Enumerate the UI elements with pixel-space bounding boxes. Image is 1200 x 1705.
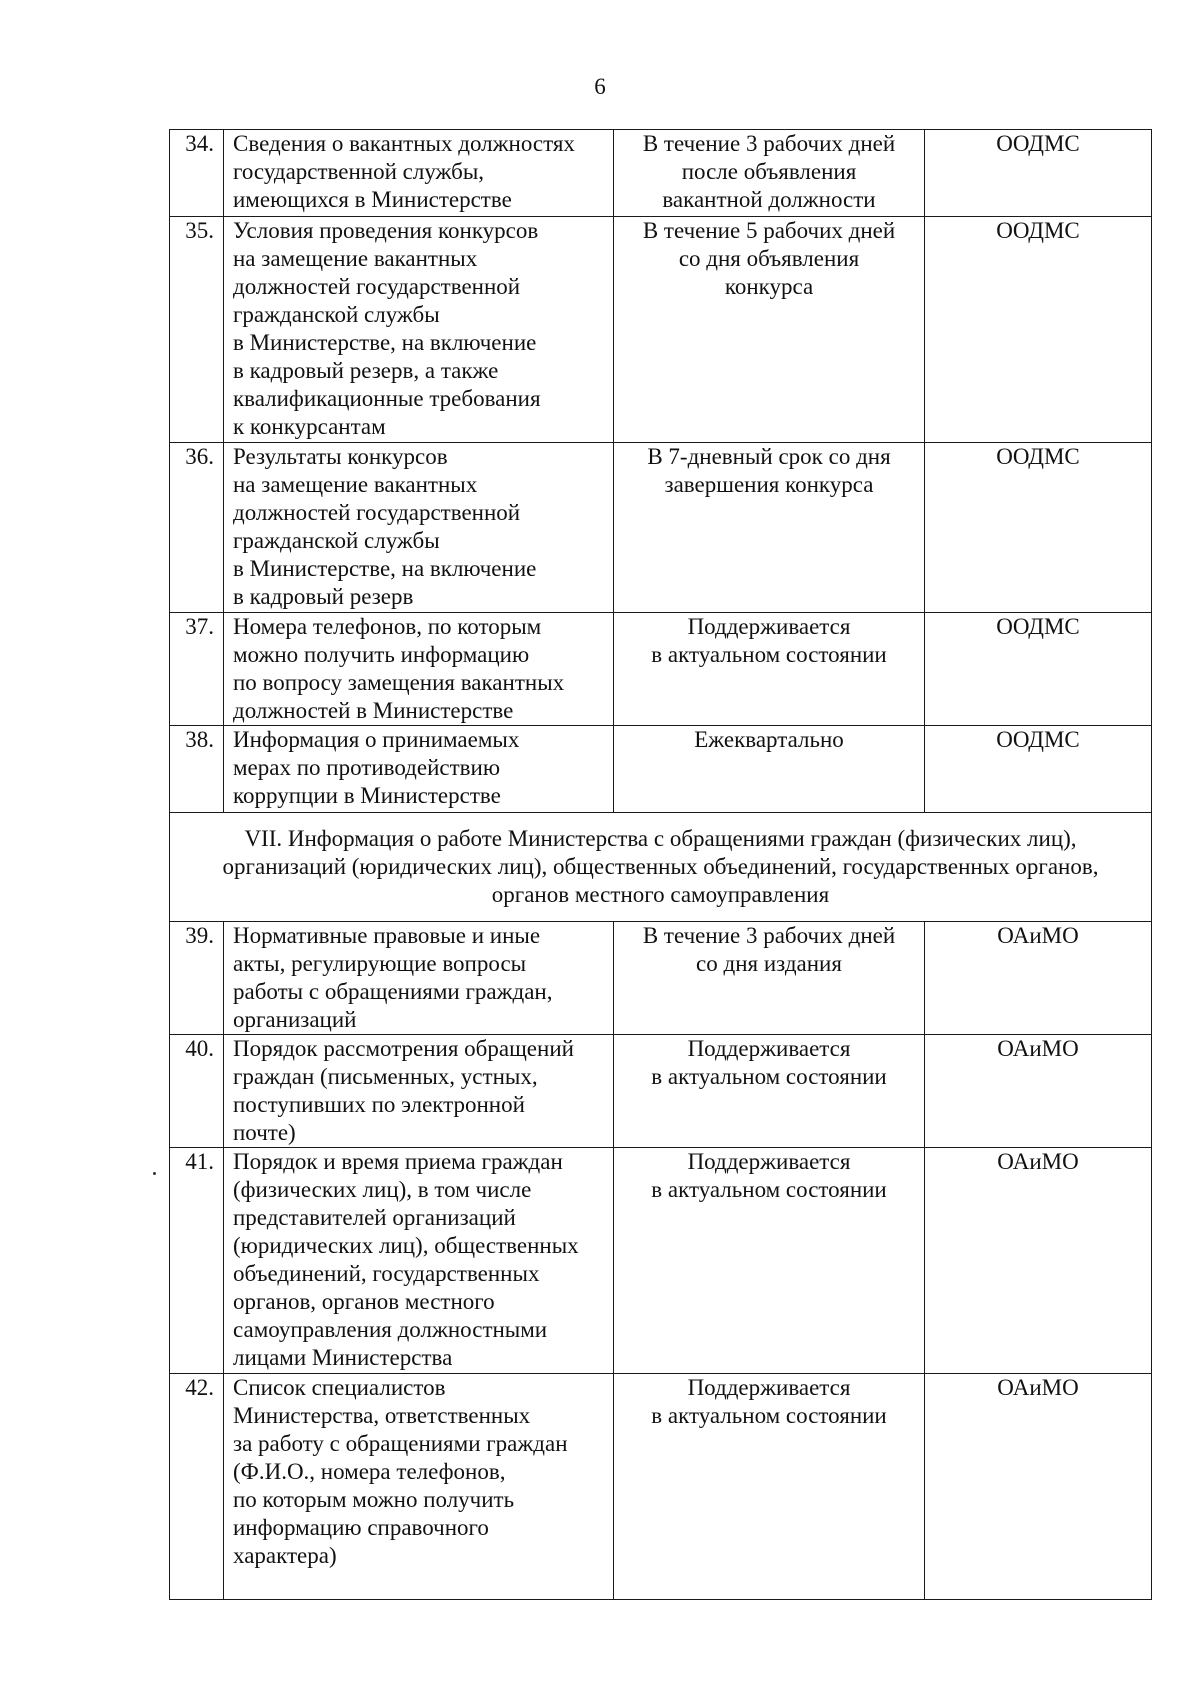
info-description: Результаты конкурсов на замещение вакантных должностей государственной гражданской службы в Министерстве, на включение в кадровый резерв bbox=[233, 444, 537, 609]
table-row bbox=[170, 130, 1152, 217]
section-header-group bbox=[170, 813, 1152, 922]
update-period-cell bbox=[614, 726, 925, 813]
responsible-unit-cell bbox=[925, 922, 1152, 1035]
row-number: 39. bbox=[185, 923, 214, 948]
responsible-unit: ООДМС bbox=[996, 727, 1080, 752]
responsible-unit: ОАиМО bbox=[997, 1036, 1079, 1061]
section-row bbox=[170, 813, 1152, 922]
row-number: 34. bbox=[185, 131, 214, 156]
info-description-cell bbox=[224, 217, 614, 443]
row-number: 35. bbox=[185, 218, 214, 243]
info-description: Список специалистов Министерства, ответственных за работу с обращениями граждан (Ф.И.О., номера телефонов, по которым можно получить информацию справочного характера) bbox=[233, 1375, 568, 1568]
responsible-unit-cell bbox=[925, 1035, 1152, 1148]
info-description-cell bbox=[224, 443, 614, 613]
responsible-unit: ОАиМО bbox=[997, 923, 1079, 948]
update-period-cell bbox=[614, 1035, 925, 1148]
responsible-unit-cell bbox=[925, 1374, 1152, 1600]
update-period-cell bbox=[614, 130, 925, 217]
row-number: 42. bbox=[185, 1375, 214, 1400]
update-period-cell bbox=[614, 1374, 925, 1600]
info-description: Номера телефонов, по которым можно получить информацию по вопросу замещения вакантных должностей в Министерстве bbox=[233, 614, 565, 723]
section-title-cell bbox=[170, 813, 1152, 922]
row-number-cell bbox=[170, 443, 224, 613]
update-period-cell bbox=[614, 443, 925, 613]
info-description: Информация о принимаемых мерах по противодействию коррупции в Министерстве bbox=[233, 727, 520, 808]
row-number: 37. bbox=[185, 614, 214, 639]
row-number-cell bbox=[170, 217, 224, 443]
update-period-cell bbox=[614, 1148, 925, 1374]
responsible-unit: ООДМС bbox=[996, 444, 1080, 469]
update-period: Поддерживается в актуальном состоянии bbox=[651, 1375, 887, 1428]
table-row bbox=[170, 443, 1152, 613]
rows-group-a bbox=[170, 130, 1152, 813]
responsible-unit-cell bbox=[925, 443, 1152, 613]
row-number-cell bbox=[170, 922, 224, 1035]
section-title: VII. Информация о работе Министерства с обращениями граждан (физических лиц), организаций (юридических лиц), общественных объединений, государственных органов, органов местного самоуправления bbox=[222, 826, 1099, 907]
row-number: 40. bbox=[185, 1036, 214, 1061]
info-description-cell bbox=[224, 130, 614, 217]
responsible-unit: ООДМС bbox=[996, 218, 1080, 243]
update-period-cell bbox=[614, 217, 925, 443]
update-period: Поддерживается в актуальном состоянии bbox=[651, 614, 887, 667]
responsible-unit-cell bbox=[925, 613, 1152, 726]
update-period: В течение 3 рабочих дней со дня издания bbox=[642, 923, 896, 976]
table-row bbox=[170, 726, 1152, 813]
update-period-cell bbox=[614, 922, 925, 1035]
responsible-unit: ОАиМО bbox=[997, 1149, 1079, 1174]
update-period: В течение 3 рабочих дней после объявления вакантной должности bbox=[642, 131, 896, 212]
update-period: Поддерживается в актуальном состоянии bbox=[651, 1149, 887, 1202]
info-description: Сведения о вакантных должностях государственной службы, имеющихся в Министерстве bbox=[233, 131, 575, 212]
info-description-cell bbox=[224, 613, 614, 726]
info-description-cell bbox=[224, 726, 614, 813]
responsible-unit-cell bbox=[925, 217, 1152, 443]
scan-speck bbox=[153, 1172, 156, 1175]
row-number: 41. bbox=[185, 1149, 214, 1174]
update-period: В 7-дневный срок со дня завершения конкурса bbox=[647, 444, 891, 497]
info-description: Порядок рассмотрения обращений граждан (письменных, устных, поступивших по электронной почте) bbox=[233, 1036, 574, 1145]
info-description-cell bbox=[224, 1148, 614, 1374]
info-description: Порядок и время приема граждан (физических лиц), в том числе представителей организаций (юридических лиц), общественных объединений, государственных органов, органов местного самоуправления должностными лицами Министерства bbox=[233, 1149, 579, 1370]
info-table bbox=[169, 129, 1152, 1600]
update-period: В течение 5 рабочих дней со дня объявления конкурса bbox=[642, 218, 896, 299]
responsible-unit: ОАиМО bbox=[997, 1375, 1079, 1400]
row-number-cell bbox=[170, 130, 224, 217]
responsible-unit-cell bbox=[925, 726, 1152, 813]
update-period-cell bbox=[614, 613, 925, 726]
responsible-unit: ООДМС bbox=[996, 614, 1080, 639]
responsible-unit-cell bbox=[925, 1148, 1152, 1374]
table-row bbox=[170, 217, 1152, 443]
row-number-cell bbox=[170, 726, 224, 813]
row-number-cell bbox=[170, 1148, 224, 1374]
update-period: Ежеквартально bbox=[694, 727, 844, 752]
info-description: Нормативные правовые и иные акты, регулирующие вопросы работы с обращениями граждан, организаций bbox=[233, 923, 553, 1032]
table-row bbox=[170, 1148, 1152, 1374]
row-number: 38. bbox=[185, 727, 214, 752]
page-number: 6 bbox=[594, 74, 606, 99]
table-row bbox=[170, 1035, 1152, 1148]
table-row bbox=[170, 1374, 1152, 1600]
info-description-cell bbox=[224, 1374, 614, 1600]
update-period: Поддерживается в актуальном состоянии bbox=[651, 1036, 887, 1089]
row-number: 36. bbox=[185, 444, 214, 469]
table-row bbox=[170, 922, 1152, 1035]
row-number-cell bbox=[170, 1374, 224, 1600]
info-description-cell bbox=[224, 922, 614, 1035]
info-description: Условия проведения конкурсов на замещение вакантных должностей государственной гражданской службы в Министерстве, на включение в кадровый резерв, а также квалификационные требования к конкурсантам bbox=[233, 218, 541, 439]
responsible-unit: ООДМС bbox=[996, 131, 1080, 156]
table-row bbox=[170, 613, 1152, 726]
rows-group-b bbox=[170, 922, 1152, 1600]
row-number-cell bbox=[170, 1035, 224, 1148]
responsible-unit-cell bbox=[925, 130, 1152, 217]
row-number-cell bbox=[170, 613, 224, 726]
info-description-cell bbox=[224, 1035, 614, 1148]
